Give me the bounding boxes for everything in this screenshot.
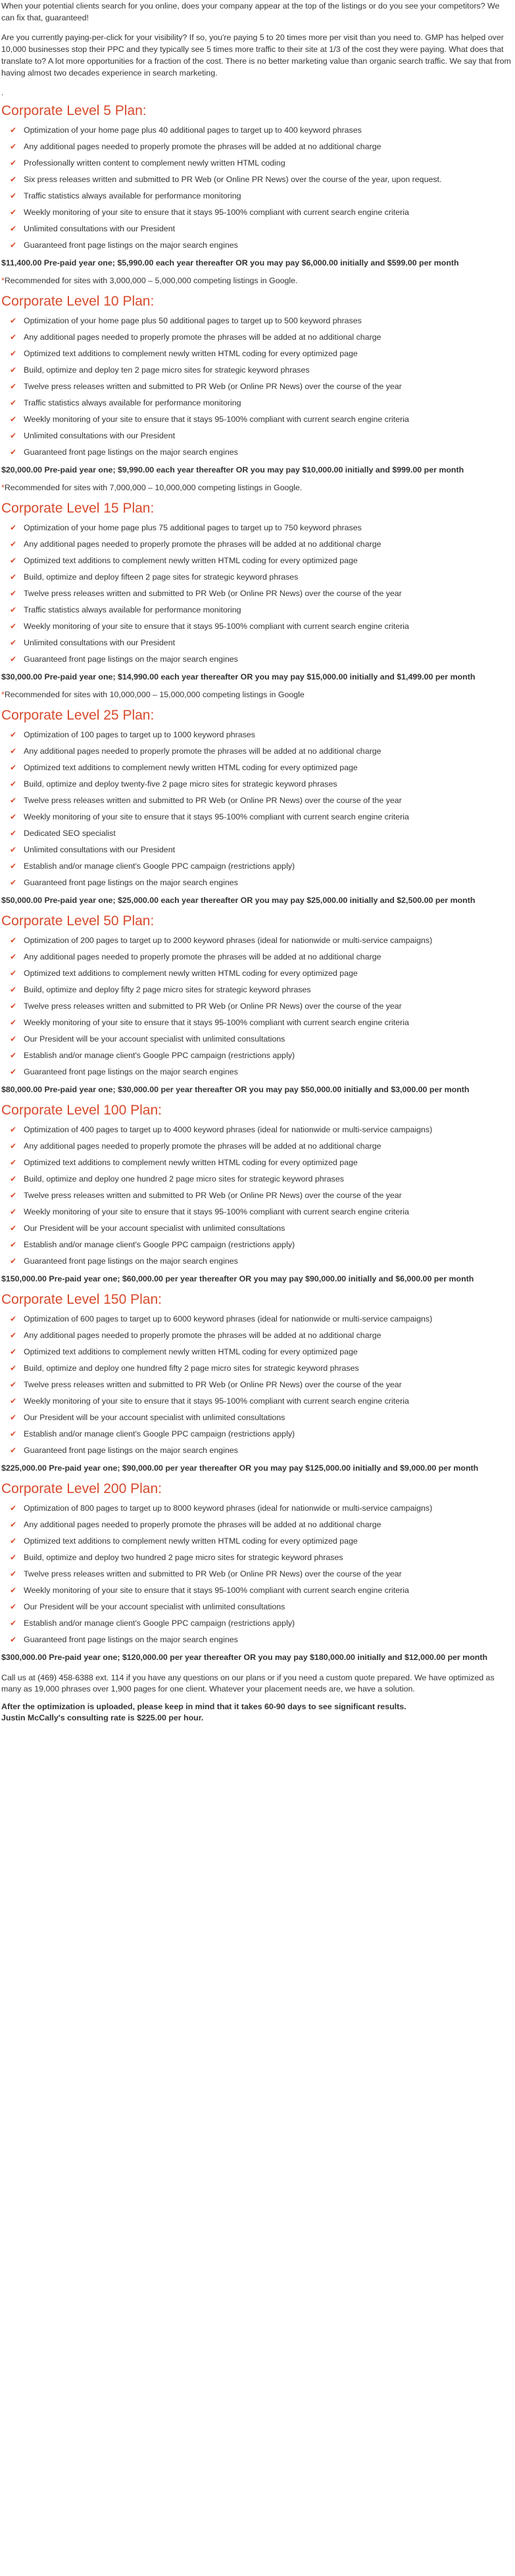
plan-feature-item bbox=[1, 1536, 514, 1547]
plan-feature-item bbox=[1, 1618, 514, 1629]
plan-feature-text: Optimization of your home page plus 40 additional pages to target up to 400 keyword phrases bbox=[24, 126, 362, 135]
plan-feature-item bbox=[1, 729, 514, 741]
plan-feature-item bbox=[1, 1519, 514, 1530]
plan-feature-item bbox=[1, 1207, 514, 1218]
plan-section bbox=[1, 1291, 514, 1474]
separator-dot: . bbox=[1, 88, 4, 97]
plan-feature-item bbox=[1, 141, 514, 152]
plan-recommendation bbox=[1, 689, 514, 701]
plan-feature-text: Twelve press releases written and submitted to PR Web (or Online PR News) over the course of the year bbox=[24, 1569, 402, 1578]
plan-feature-item bbox=[1, 1124, 514, 1136]
check-icon: ✔ bbox=[10, 779, 17, 789]
check-icon: ✔ bbox=[10, 208, 17, 217]
plan-title: Corporate Level 100 Plan: bbox=[1, 1103, 162, 1118]
plan-feature-text: Establish and/or manage client's Google PPC campaign (restrictions apply) bbox=[24, 1619, 295, 1628]
plan-feature-item bbox=[1, 332, 514, 343]
plan-feature-text: Optimization of 200 pages to target up to 2000 keyword phrases (ideal for nationwide or multi-service campaigns) bbox=[24, 936, 433, 945]
plan-feature-item bbox=[1, 795, 514, 806]
plan-feature-item bbox=[1, 828, 514, 839]
check-icon: ✔ bbox=[10, 241, 17, 250]
plan-feature-item bbox=[1, 1157, 514, 1168]
plan-feature-text: Twelve press releases written and submitted to PR Web (or Online PR News) over the course of the year bbox=[24, 1001, 402, 1011]
plan-feature-item bbox=[1, 1256, 514, 1267]
plan-title: Corporate Level 15 Plan: bbox=[1, 501, 155, 516]
plan-feature-item bbox=[1, 746, 514, 757]
plan-feature-text: Establish and/or manage client's Google PPC campaign (restrictions apply) bbox=[24, 1051, 295, 1060]
check-icon: ✔ bbox=[10, 936, 17, 945]
plan-feature-text: Optimized text additions to complement newly written HTML coding for every optimized page bbox=[24, 349, 358, 358]
plan-feature-item bbox=[1, 414, 514, 425]
plan-price: $300,000.00 Pre-paid year one; $120,000.00 per year thereafter OR you may pay $180,000.00 initially and $12,000.00 per month bbox=[1, 1653, 488, 1662]
plan-feature-item bbox=[1, 207, 514, 218]
check-icon: ✔ bbox=[10, 730, 17, 739]
plan-feature-text: Optimized text additions to complement newly written HTML coding for every optimized page bbox=[24, 1536, 358, 1546]
plan-feature-item bbox=[1, 1585, 514, 1596]
plan-title: Corporate Level 10 Plan: bbox=[1, 294, 155, 309]
check-icon: ✔ bbox=[10, 622, 17, 631]
plan-feature-item bbox=[1, 1396, 514, 1407]
check-icon: ✔ bbox=[10, 1224, 17, 1233]
plan-feature-text: Unlimited consultations with our President bbox=[24, 224, 176, 233]
check-icon: ✔ bbox=[10, 126, 17, 135]
plan-feature-item bbox=[1, 522, 514, 534]
plan-feature-item bbox=[1, 1001, 514, 1012]
plan-title: Corporate Level 150 Plan: bbox=[1, 1292, 162, 1307]
plan-recommendation-text: Recommended for sites with 7,000,000 – 10,000,000 competing listings in Google. bbox=[4, 483, 303, 492]
plan-section bbox=[1, 293, 514, 494]
plan-feature-text: Our President will be your account specialist with unlimited consultations bbox=[24, 1034, 285, 1044]
plan-feature-item bbox=[1, 381, 514, 392]
plan-price: $225,000.00 Pre-paid year one; $90,000.00 per year thereafter OR you may pay $125,000.00 initially and $9,000.00 per month bbox=[1, 1463, 479, 1473]
check-icon: ✔ bbox=[10, 1586, 17, 1595]
check-icon: ✔ bbox=[10, 382, 17, 391]
plan-feature-item bbox=[1, 315, 514, 327]
check-icon: ✔ bbox=[10, 1364, 17, 1373]
plan-feature-item bbox=[1, 1190, 514, 1201]
plan-feature-text: Any additional pages needed to properly promote the phrases will be added at no additional charge bbox=[24, 540, 381, 549]
plan-feature-text: Establish and/or manage client's Google PPC campaign (restrictions apply) bbox=[24, 862, 295, 871]
plan-price: $50,000.00 Pre-paid year one; $25,000.00 each year thereafter OR you may pay $25,000.00 initially and $2,500.00 per month bbox=[1, 896, 476, 905]
check-icon: ✔ bbox=[10, 1331, 17, 1340]
plan-feature-text: Build, optimize and deploy one hundred 2 page micro sites for strategic keyword phrases bbox=[24, 1174, 344, 1184]
plan-title: Corporate Level 200 Plan: bbox=[1, 1481, 162, 1496]
plan-feature-item bbox=[1, 365, 514, 376]
check-icon: ✔ bbox=[10, 1314, 17, 1323]
plan-feature-list bbox=[1, 315, 514, 458]
plan-recommendation bbox=[1, 482, 514, 494]
plan-section bbox=[1, 103, 514, 287]
check-icon: ✔ bbox=[10, 572, 17, 582]
check-icon: ✔ bbox=[10, 1174, 17, 1184]
plan-section bbox=[1, 1481, 514, 1663]
check-icon: ✔ bbox=[10, 448, 17, 457]
check-icon: ✔ bbox=[10, 747, 17, 756]
plans-list bbox=[1, 103, 514, 1663]
plan-feature-text: Optimized text additions to complement newly written HTML coding for every optimized page bbox=[24, 556, 358, 565]
check-icon: ✔ bbox=[10, 845, 17, 854]
plan-feature-item bbox=[1, 762, 514, 773]
plan-feature-text: Weekly monitoring of your site to ensure that it stays 95-100% compliant with current search engine criteria bbox=[24, 812, 409, 821]
plan-feature-text: Optimized text additions to complement newly written HTML coding for every optimized page bbox=[24, 1347, 358, 1356]
plan-feature-item bbox=[1, 1569, 514, 1580]
plan-feature-item bbox=[1, 861, 514, 872]
plan-feature-text: Twelve press releases written and submitted to PR Web (or Online PR News) over the course of the year bbox=[24, 589, 402, 598]
plan-feature-text: Optimization of your home page plus 50 additional pages to target up to 500 keyword phrases bbox=[24, 316, 362, 325]
plan-feature-text: Traffic statistics always available for performance monitoring bbox=[24, 605, 241, 614]
plan-feature-text: Twelve press releases written and submitted to PR Web (or Online PR News) over the course of the year bbox=[24, 796, 402, 805]
check-icon: ✔ bbox=[10, 316, 17, 325]
plan-feature-item bbox=[1, 984, 514, 996]
plan-feature-item bbox=[1, 1034, 514, 1045]
plan-feature-text: Weekly monitoring of your site to ensure that it stays 95-100% compliant with current search engine criteria bbox=[24, 1396, 409, 1406]
check-icon: ✔ bbox=[10, 763, 17, 772]
plan-title: Corporate Level 25 Plan: bbox=[1, 708, 155, 723]
plan-feature-text: Build, optimize and deploy one hundred fifty 2 page micro sites for strategic keyword phrases bbox=[24, 1364, 359, 1373]
check-icon: ✔ bbox=[10, 1191, 17, 1200]
plan-feature-text: Weekly monitoring of your site to ensure that it stays 95-100% compliant with current search engine criteria bbox=[24, 622, 409, 631]
plan-feature-text: Guaranteed front page listings on the major search engines bbox=[24, 655, 238, 664]
plan-feature-text: Guaranteed front page listings on the major search engines bbox=[24, 448, 238, 457]
plan-feature-item bbox=[1, 1314, 514, 1325]
plan-feature-text: Our President will be your account specialist with unlimited consultations bbox=[24, 1224, 285, 1233]
plan-feature-text: Build, optimize and deploy fifty 2 page micro sites for strategic keyword phrases bbox=[24, 985, 311, 994]
plan-feature-item bbox=[1, 844, 514, 856]
check-icon: ✔ bbox=[10, 796, 17, 805]
plan-feature-text: Optimization of 100 pages to target up to 1000 keyword phrases bbox=[24, 730, 255, 739]
check-icon: ✔ bbox=[10, 1125, 17, 1134]
plan-price: $80,000.00 Pre-paid year one; $30,000.00 per year thereafter OR you may pay $50,000.00 initially and $3,000.00 per month bbox=[1, 1085, 470, 1094]
intro-paragraph: When your potential clients search for you online, does your company appear at the top of the listings or do you see your competitors? We can fix that, guaranteed! bbox=[1, 1, 500, 22]
plan-feature-item bbox=[1, 1223, 514, 1234]
check-icon: ✔ bbox=[10, 398, 17, 407]
plan-feature-item bbox=[1, 348, 514, 359]
check-icon: ✔ bbox=[10, 1569, 17, 1578]
plan-feature-text: Weekly monitoring of your site to ensure that it stays 95-100% compliant with current search engine criteria bbox=[24, 1018, 409, 1027]
plan-feature-item bbox=[1, 223, 514, 235]
plan-recommendation-text: Recommended for sites with 10,000,000 – 15,000,000 competing listings in Google bbox=[4, 690, 305, 699]
plan-section bbox=[1, 500, 514, 701]
plan-feature-text: Any additional pages needed to properly promote the phrases will be added at no additional charge bbox=[24, 1520, 381, 1529]
check-icon: ✔ bbox=[10, 1034, 17, 1044]
plan-feature-list bbox=[1, 729, 514, 888]
plan-feature-item bbox=[1, 1330, 514, 1341]
plan-feature-item bbox=[1, 877, 514, 888]
plan-feature-text: Guaranteed front page listings on the major search engines bbox=[24, 1635, 238, 1644]
plan-feature-text: Build, optimize and deploy two hundred 2 page micro sites for strategic keyword phrases bbox=[24, 1553, 343, 1562]
check-icon: ✔ bbox=[10, 158, 17, 168]
plan-feature-item bbox=[1, 1552, 514, 1563]
plan-feature-text: Unlimited consultations with our President bbox=[24, 431, 176, 440]
plan-feature-text: Any additional pages needed to properly promote the phrases will be added at no additional charge bbox=[24, 952, 381, 961]
plan-feature-text: Twelve press releases written and submitted to PR Web (or Online PR News) over the course of the year bbox=[24, 382, 402, 391]
plan-feature-item bbox=[1, 968, 514, 979]
contact-paragraph: Call us at (469) 458-6388 ext. 114 if you have any questions on our plans or if you need a custom quote prepared. We have optimized as many as 19,000 phrases over 1,900 pages for one client. Whatever your placement needs are, we have a solution. bbox=[1, 1673, 495, 1693]
check-icon: ✔ bbox=[10, 556, 17, 565]
plan-feature-item bbox=[1, 935, 514, 946]
plan-section bbox=[1, 1102, 514, 1285]
plan-feature-item bbox=[1, 1363, 514, 1374]
plan-feature-text: Establish and/or manage client's Google PPC campaign (restrictions apply) bbox=[24, 1429, 295, 1438]
check-icon: ✔ bbox=[10, 952, 17, 961]
check-icon: ✔ bbox=[10, 812, 17, 821]
plan-feature-text: Guaranteed front page listings on the major search engines bbox=[24, 241, 238, 250]
intro-paragraph-2: Are you currently paying-per-click for your visibility? If so, you're paying 5 to 20 times more per visit than you need to. GMP has helped over 10,000 businesses stop their PPC and they typically see 5 times more traffic to their site at 1/3 of the cost they were paying. What does that translate to? A lot more opportunities for a fraction of the cost. There is no better marketing value than organic search traffic. We say that from having almost two decades experience in search marketing. bbox=[1, 33, 511, 78]
plan-feature-text: Build, optimize and deploy twenty-five 2 page micro sites for strategic keyword phrases bbox=[24, 779, 337, 789]
plan-feature-text: Twelve press releases written and submitted to PR Web (or Online PR News) over the course of the year bbox=[24, 1191, 402, 1200]
plan-feature-text: Build, optimize and deploy ten 2 page micro sites for strategic keyword phrases bbox=[24, 365, 310, 375]
plan-feature-text: Guaranteed front page listings on the major search engines bbox=[24, 1256, 238, 1266]
plan-price: $20,000.00 Pre-paid year one; $9,990.00 each year thereafter OR you may pay $10,000.00 initially and $999.00 per month bbox=[1, 465, 464, 474]
check-icon: ✔ bbox=[10, 1520, 17, 1529]
plan-feature-text: Optimization of 600 pages to target up to 6000 keyword phrases (ideal for nationwide or multi-service campaigns) bbox=[24, 1314, 433, 1323]
plan-feature-item bbox=[1, 637, 514, 649]
check-icon: ✔ bbox=[10, 1413, 17, 1422]
plan-feature-list bbox=[1, 935, 514, 1078]
check-icon: ✔ bbox=[10, 1141, 17, 1151]
plan-feature-text: Traffic statistics always available for performance monitoring bbox=[24, 191, 241, 200]
plan-feature-text: Any additional pages needed to properly promote the phrases will be added at no additional charge bbox=[24, 333, 381, 342]
plan-feature-item bbox=[1, 430, 514, 442]
plan-feature-item bbox=[1, 191, 514, 202]
plan-feature-item bbox=[1, 1601, 514, 1613]
check-icon: ✔ bbox=[10, 365, 17, 375]
plan-recommendation-text: Recommended for sites with 3,000,000 – 5,000,000 competing listings in Google. bbox=[4, 276, 298, 285]
plan-feature-item bbox=[1, 1379, 514, 1391]
check-icon: ✔ bbox=[10, 1602, 17, 1611]
plan-title: Corporate Level 50 Plan: bbox=[1, 913, 155, 929]
check-icon: ✔ bbox=[10, 1380, 17, 1389]
check-icon: ✔ bbox=[10, 655, 17, 664]
plan-feature-text: Weekly monitoring of your site to ensure that it stays 95-100% compliant with current search engine criteria bbox=[24, 1207, 409, 1216]
plan-feature-text: Guaranteed front page listings on the major search engines bbox=[24, 878, 238, 887]
plan-section bbox=[1, 913, 514, 1095]
plan-feature-text: Optimized text additions to complement newly written HTML coding for every optimized page bbox=[24, 1158, 358, 1167]
check-icon: ✔ bbox=[10, 1207, 17, 1216]
check-icon: ✔ bbox=[10, 862, 17, 871]
plan-feature-text: Weekly monitoring of your site to ensure that it stays 95-100% compliant with current search engine criteria bbox=[24, 1586, 409, 1595]
plan-feature-list bbox=[1, 1503, 514, 1645]
plan-feature-text: Unlimited consultations with our President bbox=[24, 845, 176, 854]
plan-price: $150,000.00 Pre-paid year one; $60,000.00 per year thereafter OR you may pay $90,000.00 initially and $6,000.00 per month bbox=[1, 1274, 474, 1283]
check-icon: ✔ bbox=[10, 1619, 17, 1628]
plan-feature-item bbox=[1, 812, 514, 823]
plan-feature-item bbox=[1, 621, 514, 632]
plan-feature-text: Unlimited consultations with our President bbox=[24, 638, 176, 647]
plan-feature-item bbox=[1, 1174, 514, 1185]
plan-feature-item bbox=[1, 1503, 514, 1514]
plan-feature-text: Guaranteed front page listings on the major search engines bbox=[24, 1067, 238, 1076]
plan-feature-text: Our President will be your account specialist with unlimited consultations bbox=[24, 1602, 285, 1611]
asterisk-icon: * bbox=[1, 690, 5, 699]
plan-feature-text: Traffic statistics always available for performance monitoring bbox=[24, 398, 241, 407]
plan-feature-item bbox=[1, 1067, 514, 1078]
plan-feature-text: Any additional pages needed to properly promote the phrases will be added at no additional charge bbox=[24, 1141, 381, 1151]
check-icon: ✔ bbox=[10, 589, 17, 598]
check-icon: ✔ bbox=[10, 969, 17, 978]
plan-feature-list bbox=[1, 1314, 514, 1456]
results-note: After the optimization is uploaded, please keep in mind that it takes 60-90 days to see significant results. bbox=[1, 1702, 406, 1711]
plan-feature-item bbox=[1, 1634, 514, 1645]
plan-feature-item bbox=[1, 1412, 514, 1423]
check-icon: ✔ bbox=[10, 1158, 17, 1167]
check-icon: ✔ bbox=[10, 1256, 17, 1266]
check-icon: ✔ bbox=[10, 523, 17, 532]
check-icon: ✔ bbox=[10, 1429, 17, 1438]
plan-section bbox=[1, 707, 514, 906]
plan-title: Corporate Level 5 Plan: bbox=[1, 103, 147, 118]
check-icon: ✔ bbox=[10, 1018, 17, 1027]
check-icon: ✔ bbox=[10, 1051, 17, 1060]
check-icon: ✔ bbox=[10, 224, 17, 233]
plan-feature-text: Any additional pages needed to properly promote the phrases will be added at no additional charge bbox=[24, 747, 381, 756]
check-icon: ✔ bbox=[10, 1067, 17, 1076]
plan-feature-item bbox=[1, 605, 514, 616]
plan-feature-item bbox=[1, 174, 514, 185]
plan-feature-text: Build, optimize and deploy fifteen 2 page sites for strategic keyword phrases bbox=[24, 572, 299, 582]
check-icon: ✔ bbox=[10, 878, 17, 887]
plan-feature-item bbox=[1, 539, 514, 550]
check-icon: ✔ bbox=[10, 1504, 17, 1513]
plan-feature-item bbox=[1, 240, 514, 251]
check-icon: ✔ bbox=[10, 415, 17, 424]
plan-feature-list bbox=[1, 125, 514, 251]
plan-feature-text: Weekly monitoring of your site to ensure that it stays 95-100% compliant with current search engine criteria bbox=[24, 208, 409, 217]
closing-note bbox=[1, 1701, 514, 1724]
check-icon: ✔ bbox=[10, 638, 17, 647]
plan-feature-text: Professionally written content to complement newly written HTML coding bbox=[24, 158, 285, 168]
check-icon: ✔ bbox=[10, 1553, 17, 1562]
check-icon: ✔ bbox=[10, 349, 17, 358]
check-icon: ✔ bbox=[10, 829, 17, 838]
check-icon: ✔ bbox=[10, 191, 17, 200]
plan-price: $30,000.00 Pre-paid year one; $14,990.00 each year thereafter OR you may pay $15,000.00 initially and $1,499.00 per month bbox=[1, 672, 476, 681]
asterisk-icon: * bbox=[1, 276, 5, 285]
plan-feature-text: Any additional pages needed to properly promote the phrases will be added at no additional charge bbox=[24, 142, 381, 151]
plan-recommendation bbox=[1, 275, 514, 287]
check-icon: ✔ bbox=[10, 431, 17, 440]
plan-feature-text: Optimized text additions to complement newly written HTML coding for every optimized page bbox=[24, 969, 358, 978]
check-icon: ✔ bbox=[10, 333, 17, 342]
plan-feature-item bbox=[1, 588, 514, 599]
plan-price: $11,400.00 Pre-paid year one; $5,990.00 each year thereafter OR you may pay $6,000.00 initially and $599.00 per month bbox=[1, 258, 459, 267]
plan-feature-item bbox=[1, 572, 514, 583]
plan-feature-text: Establish and/or manage client's Google PPC campaign (restrictions apply) bbox=[24, 1240, 295, 1249]
plan-feature-item bbox=[1, 1445, 514, 1456]
check-icon: ✔ bbox=[10, 1001, 17, 1011]
plan-feature-item bbox=[1, 779, 514, 790]
plan-feature-text: Guaranteed front page listings on the major search engines bbox=[24, 1446, 238, 1455]
check-icon: ✔ bbox=[10, 605, 17, 614]
plan-feature-text: Our President will be your account specialist with unlimited consultations bbox=[24, 1413, 285, 1422]
plan-feature-text: Six press releases written and submitted to PR Web (or Online PR News) over the course of the year, upon request. bbox=[24, 175, 442, 184]
plan-feature-item bbox=[1, 158, 514, 169]
check-icon: ✔ bbox=[10, 1396, 17, 1406]
check-icon: ✔ bbox=[10, 1635, 17, 1644]
plan-feature-item bbox=[1, 1141, 514, 1152]
plan-feature-text: Optimized text additions to complement newly written HTML coding for every optimized page bbox=[24, 763, 358, 772]
check-icon: ✔ bbox=[10, 175, 17, 184]
plan-feature-text: Any additional pages needed to properly promote the phrases will be added at no additional charge bbox=[24, 1331, 381, 1340]
check-icon: ✔ bbox=[10, 142, 17, 151]
plan-feature-item bbox=[1, 1239, 514, 1251]
plan-feature-text: Optimization of your home page plus 75 additional pages to target up to 750 keyword phrases bbox=[24, 523, 362, 532]
plan-feature-item bbox=[1, 555, 514, 566]
check-icon: ✔ bbox=[10, 1347, 17, 1356]
plan-feature-item bbox=[1, 654, 514, 665]
plan-feature-item bbox=[1, 1050, 514, 1061]
plan-feature-item bbox=[1, 952, 514, 963]
consulting-rate-note: Justin McCally's consulting rate is $225.00 per hour. bbox=[1, 1713, 204, 1722]
check-icon: ✔ bbox=[10, 1240, 17, 1249]
plan-feature-item bbox=[1, 1017, 514, 1028]
plan-feature-item bbox=[1, 447, 514, 458]
plan-feature-item bbox=[1, 1429, 514, 1440]
plan-feature-item bbox=[1, 125, 514, 136]
plan-feature-item bbox=[1, 398, 514, 409]
asterisk-icon: * bbox=[1, 483, 5, 492]
plan-feature-list bbox=[1, 522, 514, 665]
check-icon: ✔ bbox=[10, 1536, 17, 1546]
check-icon: ✔ bbox=[10, 540, 17, 549]
plan-feature-list bbox=[1, 1124, 514, 1267]
plan-feature-text: Twelve press releases written and submitted to PR Web (or Online PR News) over the course of the year bbox=[24, 1380, 402, 1389]
plan-feature-text: Dedicated SEO specialist bbox=[24, 829, 116, 838]
plan-feature-text: Optimization of 800 pages to target up to 8000 keyword phrases (ideal for nationwide or multi-service campaigns) bbox=[24, 1504, 433, 1513]
check-icon: ✔ bbox=[10, 985, 17, 994]
plan-feature-item bbox=[1, 1346, 514, 1358]
plan-feature-text: Weekly monitoring of your site to ensure that it stays 95-100% compliant with current search engine criteria bbox=[24, 415, 409, 424]
check-icon: ✔ bbox=[10, 1446, 17, 1455]
plan-feature-text: Optimization of 400 pages to target up to 4000 keyword phrases (ideal for nationwide or multi-service campaigns) bbox=[24, 1125, 433, 1134]
